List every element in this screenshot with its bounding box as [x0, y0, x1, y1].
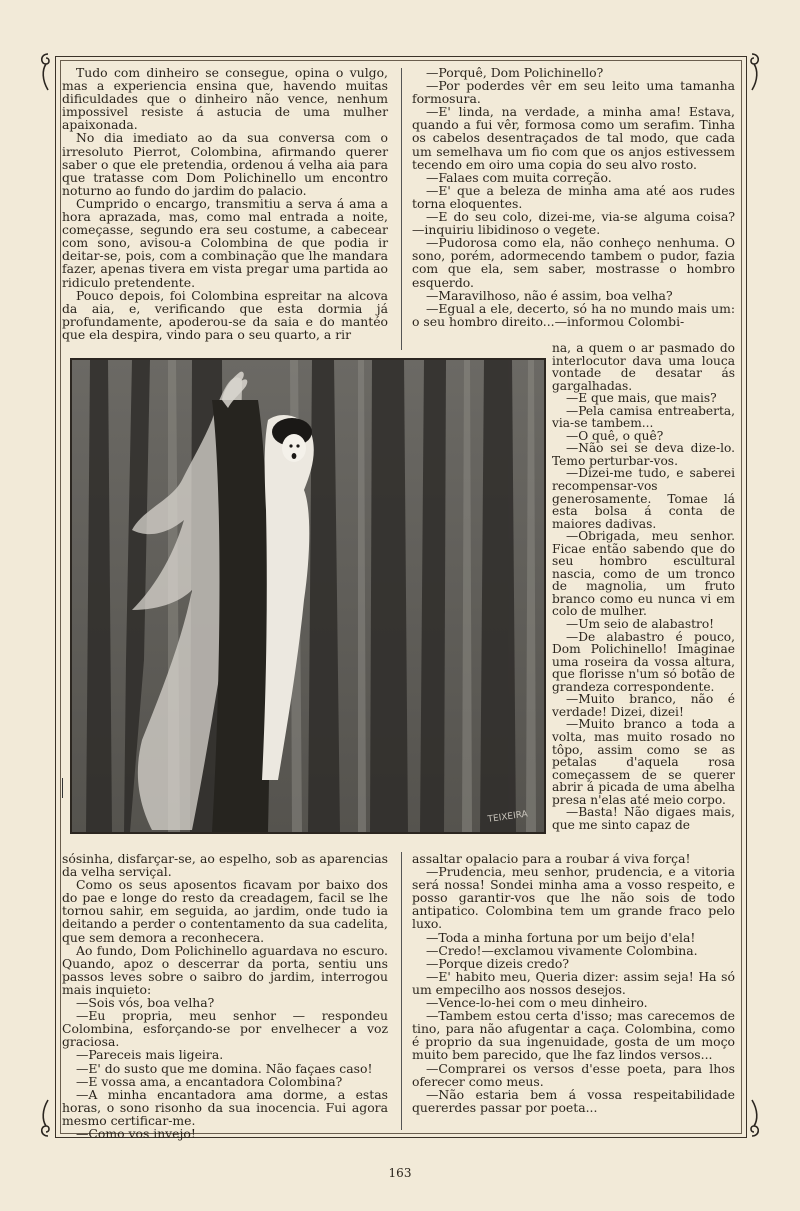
column-rule [401, 68, 402, 350]
paragraph: —Falaes com muita correção. [426, 169, 612, 185]
paragraph: —Comprarei os versos d'esse poeta, para lhos oferecer como meus. [412, 1060, 735, 1089]
paragraph: —Dizei-me tudo, e saberei recompensar-vos generosamente. Tomae lá esta bolsa á conta de maiores dadivas. [552, 466, 735, 531]
right-narrow-column [552, 342, 735, 831]
column-rule [401, 852, 402, 1130]
paragraph: —Obrigada, meu senhor. Ficae então sabendo que do seu hombro escultural nascia, como de um tronco de magnolia, um fruto branco como eu nunca vi em colo de mulher. [552, 529, 735, 619]
paragraph: —Um seio de alabastro! [566, 617, 715, 632]
paragraph: —Sois vós, boa velha? [76, 995, 215, 1011]
corner-ornament-icon [36, 50, 60, 94]
paragraph: —Basta! Não digaes mais, que me sinto capaz de [552, 805, 735, 832]
paragraph: —Credo!—exclamou vivamente Colombina. [426, 942, 698, 958]
illustration-signature: TEIXEIRA [487, 809, 529, 825]
page-number: 163 [388, 1166, 412, 1180]
paragraph: —Não sei se deva dize-lo. Temo perturbar-vos. [552, 441, 735, 468]
paragraph: —Pareceis mais ligeira. [76, 1047, 224, 1063]
paragraph: —E' habito meu, Queria dizer: assim seja! Ha só um empecilho aos nossos desejos. [412, 968, 735, 997]
left-top-column [62, 66, 388, 341]
paragraph: —O quê, o quê? [566, 428, 664, 443]
paragraph: —Prudencia, meu senhor, prudencia, e a vitoria será nossa! Sondei minha ama a vosso respeito, e posso garantir-vos que lhe não sois de todo antipatico. Colombina tem um grande fraco pelo luxo. [412, 864, 735, 932]
paragraph: na, a quem o ar pasmado do interlocutor dava uma louca vontade de desatar ás gargalhadas. [552, 341, 735, 393]
paragraph: —E do seu colo, dizei-me, via-se alguma coisa? —inquiriu libidinoso o vegete. [412, 209, 735, 238]
paragraph: —De alabastro é pouco, Dom Polichinello! Imaginae uma roseira da vossa altura, que florisse n'um só botão de grandeza correspondente. [552, 629, 735, 694]
paragraph: sósinha, disfarçar-se, ao espelho, sob as aparencias da velha serviçal. [62, 851, 388, 880]
paragraph: —Pela camisa entreaberta, via-se tambem... [552, 403, 735, 431]
illustration [70, 358, 546, 834]
paragraph: No dia imediato ao da sua conversa com o irresoluto Pierrot, Colombina, afirmando querer saber o que ele pretendia, ordenou á velha aia para que tratasse com Dom Polichinello um encontro noturno ao fundo do jardim do palacio. [62, 130, 388, 198]
paragraph: —Muito branco a toda a volta, mas muito rosado no tôpo, assim como se as petalas d'aquela rosa começassem de se querer abrir á picada de uma abelha presa n'elas até meio corpo. [552, 717, 735, 807]
illustration-drawing [72, 360, 544, 832]
paragraph: Ao fundo, Dom Polichinello aguardava no escuro. Quando, apoz o descerrar da porta, sentiu uns passos leves sobre o saibro do jardim, interrogou mais inquieto: [62, 942, 388, 997]
paragraph: —E' que a beleza de minha ama até aos rudes torna eloquentes. [412, 182, 735, 211]
left-bottom-column [62, 852, 388, 1140]
paragraph: —Tambem estou certa d'isso; mas carecemos de tino, para não afugentar a caça. Colombina, como é proprio da sua ingenuidade, gosta de um moço muito bem parecido, que lhe faz lindos versos... [412, 1008, 735, 1063]
paragraph: Pouco depois, foi Colombina espreitar na alcova da aia, e, verificando que esta dormia já profundamente, apoderou-se da saia e do mantéo que ela despira, vindo para o seu quarto, a rir [62, 287, 388, 342]
paragraph: —Por poderdes vêr em seu leito uma tamanha formosura. [412, 78, 735, 107]
paragraph: Cumprido o encargo, transmitiu a serva á ama a hora aprazada, mas, como mal entrada a noite, começasse, segundo era seu costume, a cabecear com sono, avisou-a Colombina de que podia ir deitar-se, pois, com a combinação que lhe mandara fazer, apenas tivera em vista pregar uma partida ao ridiculo pretendente. [62, 195, 388, 290]
paragraph: —E' do susto que me domina. Não façaes caso! [76, 1060, 373, 1076]
right-top-column [412, 66, 735, 328]
margin-mark [62, 778, 63, 798]
paragraph: —Muito branco, não é verdade! Dizei, dizei! [552, 692, 735, 719]
corner-ornament-icon [740, 50, 764, 94]
paragraph: —Maravilhoso, não é assim, boa velha? [426, 287, 673, 303]
paragraph: —Porque dizeis credo? [426, 955, 570, 971]
paragraph: —Não estaria bem á vossa respeitabilidade quererdes passar por poeta... [412, 1086, 735, 1115]
right-bottom-column [412, 852, 735, 1114]
paragraph: —Eu propria, meu senhor — respondeu Colombina, esforçando-se por envelhecer a voz graciosa. [62, 1008, 388, 1050]
paragraph: —E que mais, que mais? [566, 391, 717, 406]
paragraph: —Como vos invejo! [76, 1125, 196, 1141]
paragraph: —Pudorosa como ela, não conheço nenhuma. O sono, porém, adormecendo tambem o pudor, fazia com que ela, sem saber, mostrasse o hombro esquerdo. [412, 235, 735, 290]
paragraph: —A minha encantadora ama dorme, a estas horas, o sono risonho da sua inocencia. Fui agora mesmo certificar-me. [62, 1086, 388, 1128]
paragraph: —E vossa ama, a encantadora Colombina? [76, 1073, 343, 1089]
paragraph: assaltar opalacio para a roubar á viva força! [412, 851, 691, 866]
paragraph: —Porquê, Dom Polichinello? [426, 65, 604, 80]
paragraph: Como os seus aposentos ficavam por baixo dos do pae e longe do resto da creadagem, facil se lhe tornou sahir, em seguida, ao jardim, onde tudo ia deitando a perder o contentamento da sua cadelita, que sem demora a reconhecera. [62, 877, 388, 945]
paragraph: —Toda a minha fortuna por um beijo d'ela! [426, 929, 696, 945]
paragraph: —Egual a ele, decerto, só ha no mundo mais um: o seu hombro direito...—informou Colombi- [412, 300, 735, 329]
corner-ornament-icon [740, 1096, 764, 1140]
paragraph: Tudo com dinheiro se consegue, opina o vulgo, mas a experiencia ensina que, havendo muitas dificuldades que o dinheiro não vence, nenhum impossivel resiste á astucia de uma mulher apaixonada. [62, 65, 388, 133]
corner-ornament-icon [36, 1096, 60, 1140]
paragraph: —Vence-lo-hei com o meu dinheiro. [426, 995, 648, 1011]
paragraph: —E' linda, na verdade, a minha ama! Estava, quando a fui vêr, formosa como um serafim. Tinha os cabelos desentraçados de tal modo, que cada um semelhava um fio com que os anjos estivessem tecendo em oiro uma copia do seu alvo rosto. [412, 104, 735, 172]
